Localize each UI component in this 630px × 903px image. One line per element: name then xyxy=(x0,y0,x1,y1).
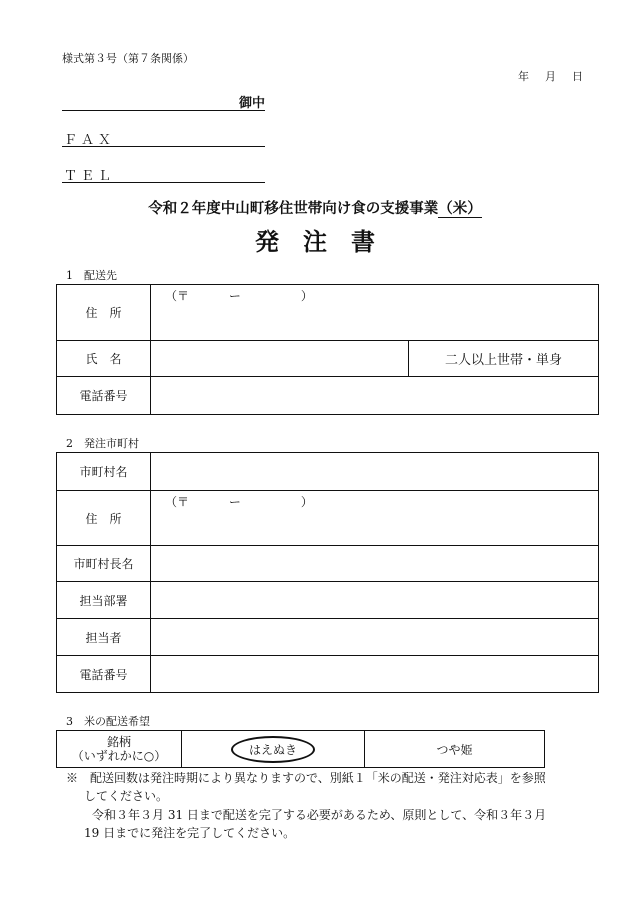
note-line-2: してください。 xyxy=(84,789,169,803)
municipality-label: 市町村名 xyxy=(57,453,151,491)
name-label: 氏 名 xyxy=(57,341,151,377)
title-line xyxy=(0,197,630,218)
delivery-postal: （〒 ー ） xyxy=(165,289,313,303)
person-label: 担当者 xyxy=(57,619,151,656)
fax-line[interactable] xyxy=(62,129,265,147)
tel-label: ＴＥＬ xyxy=(64,169,116,184)
section2-heading: 2 発注市町村 xyxy=(66,437,139,450)
note-line-3: 令和３年３月 31 日まで配送を完了する必要があるため、原則として、令和３年３月 xyxy=(92,808,547,822)
municipality-field[interactable] xyxy=(151,453,599,491)
brand-label xyxy=(57,731,182,768)
section1-heading: 1 配送先 xyxy=(66,269,117,282)
title-item: （米） xyxy=(438,201,482,217)
municipality-phone-field[interactable] xyxy=(151,656,599,693)
recipient-suffix: 御中 xyxy=(238,96,265,111)
municipality-address-field[interactable] xyxy=(151,491,599,546)
address-label: 住 所 xyxy=(57,285,151,341)
brand-label-1: 銘柄 xyxy=(106,735,131,749)
rice-table xyxy=(56,730,545,768)
household-type[interactable]: 二人以上世帯・単身 xyxy=(409,341,599,377)
municipality-postal: （〒 ー ） xyxy=(165,495,313,509)
note-line-1: ※ 配送回数は発注時期により異なりますので、別紙１「米の配送・発注対応表」を参照 xyxy=(66,771,546,785)
dept-label: 担当部署 xyxy=(57,582,151,619)
recipient-line[interactable] xyxy=(62,94,265,111)
municipality-phone-label: 電話番号 xyxy=(57,656,151,693)
name-field[interactable] xyxy=(151,341,409,377)
mayor-field[interactable] xyxy=(151,546,599,582)
option-haenuki[interactable] xyxy=(182,731,365,768)
main-title: 発 注 書 xyxy=(255,228,375,256)
municipality-table xyxy=(56,452,599,693)
dept-field[interactable] xyxy=(151,582,599,619)
person-field[interactable] xyxy=(151,619,599,656)
mayor-label: 市町村長名 xyxy=(57,546,151,582)
phone-label: 電話番号 xyxy=(57,377,151,415)
selected-ellipse xyxy=(231,736,315,763)
title-text: 令和２年度中山町移住世帯向け食の支援事業 xyxy=(148,201,439,217)
delivery-table xyxy=(56,284,599,415)
note-line-4: 19 日までに発注を完了してください。 xyxy=(84,826,296,840)
option1-label: はえぬき xyxy=(248,742,297,757)
option-tsuyahime[interactable] xyxy=(365,731,545,768)
form-number: 様式第３号（第７条関係） xyxy=(62,52,194,65)
date-month: 月 xyxy=(545,70,556,83)
delivery-address-field[interactable] xyxy=(151,285,599,341)
municipality-address-label: 住 所 xyxy=(57,491,151,546)
date-day: 日 xyxy=(572,70,583,83)
fax-label: ＦＡＸ xyxy=(64,133,116,148)
option2-label: つや姫 xyxy=(436,742,473,757)
phone-field[interactable] xyxy=(151,377,599,415)
date-year: 年 xyxy=(518,70,529,83)
section3-heading: 3 米の配送希望 xyxy=(66,715,150,728)
brand-label-2: （いずれかに○） xyxy=(71,749,167,763)
date-fields xyxy=(518,68,583,84)
tel-line[interactable] xyxy=(62,165,265,183)
